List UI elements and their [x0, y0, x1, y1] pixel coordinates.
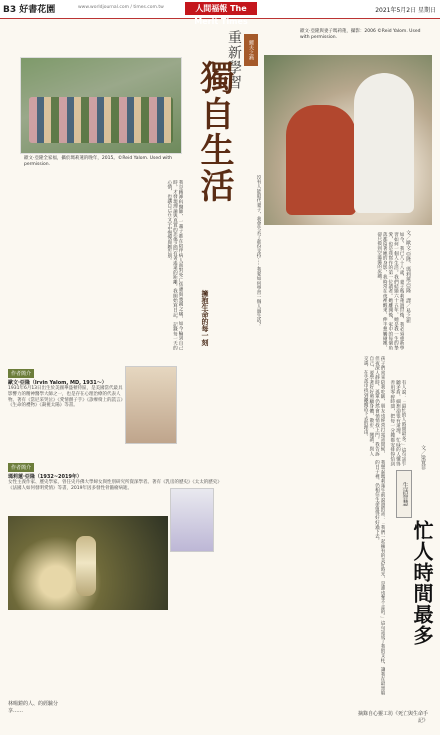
author-bio: 1931年6月13日出生於美國華盛頓特區，是美國當代最具影響力的精神醫學大師之一，也是存在心理治療的代表人物。著有《當尼采哭泣》《愛情劊子手》《診療椅上的謊言》《生命的禮物》《凝視太陽》等書。	[8, 386, 125, 409]
book-cover-2	[170, 488, 214, 552]
footer-left-text: 林暘鎧的人、的經驗分享……	[8, 701, 59, 714]
page-header	[0, 0, 440, 26]
feature-byline: 文／歐文·亞隆、瑪莉蓮·亞隆 譯／易之新	[405, 230, 411, 324]
article-body-4: 我想起瑪莉蓮生前說過的話：「我們一起擁有的美好時光，是誰也奪不走的。」這句話成了我的支柱，讓我在最黑暗的日子裡，仍相信生命值得好好過下去。	[374, 460, 385, 695]
life-body: 有人說：「最忙的人時間最多。」這句話乍聽矛盾，細想卻很有道理。忙碌的人懂得善用零碎時間，把每一分鐘都安排得恰到	[390, 380, 406, 466]
hourglass-figure	[76, 536, 96, 596]
couple-photo	[264, 55, 432, 225]
author-tag-2: 作者簡介	[8, 463, 34, 472]
author-tag: 作者簡介	[8, 369, 34, 378]
family-photo-caption: 歐文·亞隆全家福，攝於瑪莉蓮的晚年，2015。©Reid Yalom. Used with permission.	[24, 156, 172, 167]
newspaper-logo: 人間福報 The Merit Times	[185, 2, 257, 15]
footer-source: 摘錄自心靈工坊《死亡與生命手記》	[358, 711, 429, 724]
feature-subtitle: 重新學習	[226, 30, 242, 90]
issue-date: 2021年5月2日 星期日	[375, 7, 436, 14]
section-heading: 擁抱生命的每一刻	[201, 290, 209, 346]
article-body-1: 如今，我已八十八歲，妻子瑪莉蓮過世後，我必須重新學習如何一個人生活。我們結婚六十五年，她是我一生的摯愛，也是我寫作的第一位讀者。她離開後，家中的每個角落都留著她的身影，我時常在夜裡醒來，伸手想觸碰她，卻只摸到空蕩蕩的床鋪。	[376, 232, 404, 350]
family-group-figure	[29, 97, 173, 143]
article-body-2: 我是精神科醫師，一輩子都在陪伴病人面對死亡焦慮與喪親之痛，如今輪到自己時，才發現理論與真實的悲傷之間有著遙遠的距離。我開始寫日記，記錄每一天的心情，也讓自己在文字中慢慢與她告別。	[166, 180, 183, 350]
life-wisdom-tag: 生活智慧	[396, 470, 412, 518]
life-byline: 文／梁寬菲	[420, 445, 426, 470]
hourglass-photo	[8, 516, 168, 610]
man-figure	[354, 73, 414, 213]
author-bio-2: 女性主義作家、歷史學家，曾任史丹佛大學婦女與性別研究所資深學者。著有《乳房的歷史》《太太的歷史》《法國人如何發明愛情》等書，2019年因多發性骨髓瘤病逝。	[8, 480, 222, 491]
woman-figure	[286, 105, 356, 215]
feature-title: 獨自生活	[194, 60, 234, 204]
section-label: B3 好書花園	[3, 5, 56, 15]
author-name-2: 瑪莉蓮·亞隆（1932~2019年）	[8, 474, 82, 480]
life-title: 忙人時間最多	[410, 520, 434, 646]
article-body-3: 孩子們常來陪我吃飯，朋友也經常打電話問候，但夜深人靜時，孤單仍然會悄悄找上門。我告訴自己，要學著好好照顧身體，散步、閱讀、與人交談，在失落中找到繼續活下去的理由。	[363, 356, 385, 456]
author-name: 歐文·亞隆（Irvin Yalom, MD, 1931～）	[8, 380, 107, 386]
book-cover-1	[125, 366, 177, 444]
couple-photo-caption: 歐文·亞隆與妻子瑪莉蓮，攝影：2006 ©Reid Yalom. Used with permission.	[300, 29, 421, 40]
kicker-tag: 鰥夫之痛	[244, 34, 258, 66]
family-photo	[20, 57, 182, 154]
author-box	[8, 360, 126, 442]
article-lead: 沒有人能取代妻子，我會失去了那份支持……我要如何學習一個人過生活？	[256, 175, 261, 327]
site-url: www.worldjournal.com / times.com.tw	[78, 5, 164, 10]
